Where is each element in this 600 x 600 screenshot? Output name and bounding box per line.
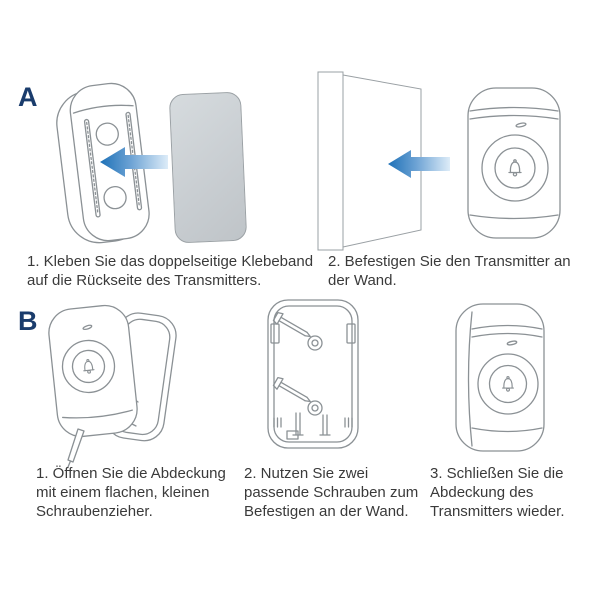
caption-line: mit einem flachen, kleinen <box>36 484 210 501</box>
caption-line: auf die Rückseite des Transmitters. <box>27 272 262 289</box>
adhesive-pad <box>169 92 247 244</box>
caption-line: Befestigen an der Wand. <box>244 503 409 520</box>
caption-line: der Wand. <box>328 272 397 289</box>
step-caption-b1 <box>36 464 246 521</box>
section-b-label: B <box>18 306 38 336</box>
arrow-left-icon <box>98 144 168 180</box>
caption-line: 2. Befestigen Sie den Transmitter an <box>328 253 571 270</box>
back-plate-illustration <box>260 294 365 454</box>
caption-line: 3. Schließen Sie die <box>430 465 564 482</box>
arrow-left-icon <box>386 147 450 181</box>
step-caption-b3 <box>430 464 600 521</box>
transmitter-front-illustration <box>462 84 566 242</box>
transmitter-open-illustration <box>42 298 197 470</box>
caption-line: 2. Nutzen Sie zwei <box>244 465 369 482</box>
caption-line: 1. Öffnen Sie die Abdeckung <box>36 465 226 482</box>
caption-line: Transmitters wieder. <box>430 503 565 520</box>
step-caption-a2 <box>328 252 588 290</box>
section-a-label: A <box>18 82 38 112</box>
caption-line: Schraubenzieher. <box>36 503 153 520</box>
transmitter-front-illustration <box>450 300 550 455</box>
step-caption-b2 <box>244 464 429 521</box>
step-caption-a1 <box>27 252 319 290</box>
caption-line: passende Schrauben zum <box>244 484 419 501</box>
caption-line: Abdeckung des <box>430 484 534 501</box>
caption-line: 1. Kleben Sie das doppelseitige Klebeband <box>27 253 314 270</box>
